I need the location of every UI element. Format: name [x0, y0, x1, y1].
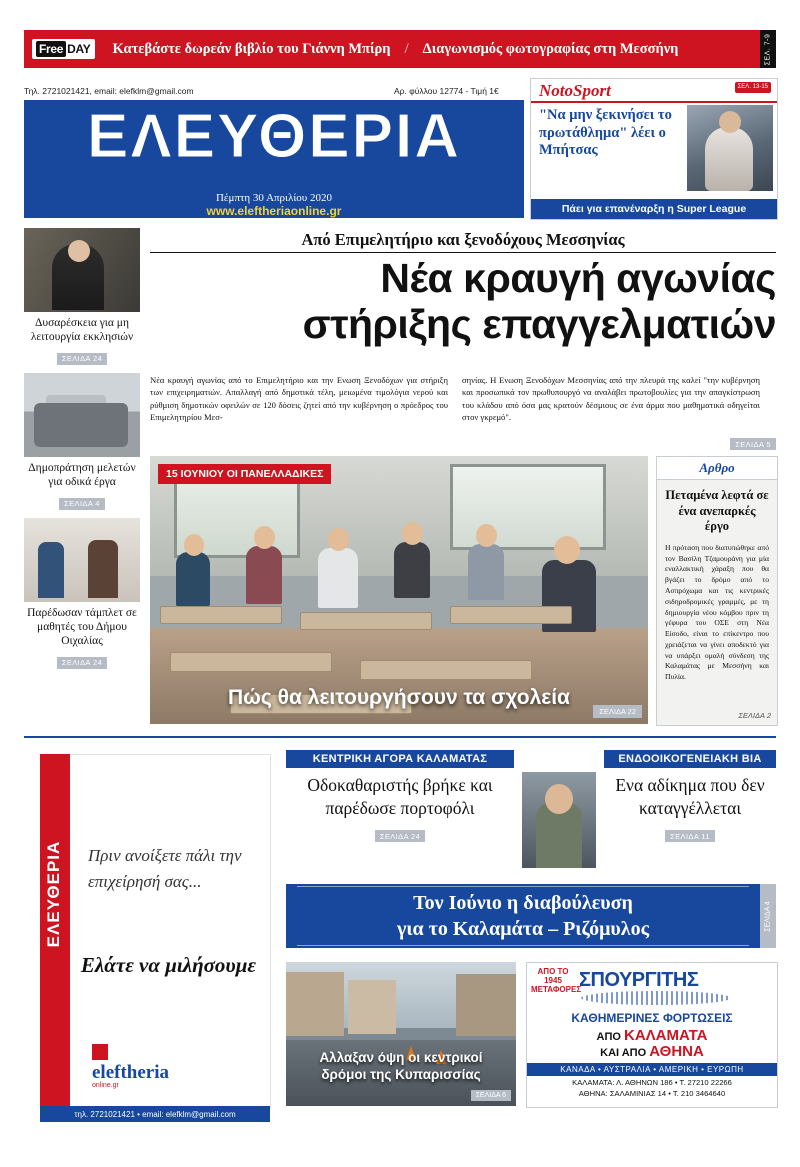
- eleftheria-logo-name: eleftheria: [92, 1062, 170, 1083]
- photo-student-head: [184, 534, 204, 556]
- notosport-quote: "Να μην ξεκινήσει το πρωτάθλημα" λέει ο Μπήτσας: [539, 107, 672, 159]
- photo-building: [348, 980, 396, 1034]
- spourgitis-addresses: [527, 1077, 777, 1099]
- eleftheria-ad-line1: Πριν ανοίξετε πάλι την επιχείρησή σας...: [88, 846, 242, 891]
- teaser-photo: [24, 228, 140, 312]
- photo-student-head: [476, 524, 497, 547]
- notosport-footer: Πάει για επανέναρξη η Super League: [531, 199, 777, 219]
- eleftheria-ad[interactable]: [70, 754, 271, 1108]
- photo-student: [394, 542, 430, 598]
- spourgitis-ad[interactable]: [526, 962, 778, 1108]
- story-page-badge: ΣΕΛΙΔΑ 11: [665, 830, 715, 842]
- teaser-page-wrap: [24, 493, 140, 511]
- eleftheria-logo-sub: online.gr: [92, 1082, 119, 1089]
- spourgitis-address-2: ΑΘΗΝΑ: ΣΑΛΑΜΙΝΙΑΣ 14 • Τ. 210 3464640: [578, 1089, 726, 1098]
- notosport-logo: NotoSport: [539, 81, 611, 100]
- teaser-item[interactable]: [24, 228, 140, 366]
- teaser-page-wrap: [24, 652, 140, 670]
- blue-strip-line2: για το Καλαμάτα – Ριζόμυλος: [396, 918, 650, 940]
- opinion-title: Πεταμένα λεφτά σε ένα ανεπαρκές έργο: [665, 488, 769, 534]
- eleftheria-ad-line2: Ελάτε να μιλήσουμε: [80, 953, 256, 977]
- photo-page-badge: ΣΕΛΙΔΑ 22: [593, 705, 642, 718]
- main-headline-line1: Νέα κραυγή αγωνίας: [380, 255, 776, 301]
- eleftheria-ad-logo: [92, 1044, 176, 1089]
- eleftheria-ad-sidebar: [40, 754, 70, 1106]
- photo-window-right: [450, 464, 606, 550]
- photo-building: [456, 974, 516, 1036]
- globe-icon: [581, 991, 731, 1005]
- opinion-label: Αρθρο: [657, 457, 777, 480]
- main-headline[interactable]: [150, 256, 776, 348]
- top-promo-separator: /: [404, 40, 409, 57]
- spourgitis-and-label: ΚΑΙ ΑΠΟ: [600, 1047, 647, 1059]
- story-page-badge: ΣΕΛΙΔΑ 24: [375, 830, 425, 842]
- top-promo-strip: [24, 30, 776, 68]
- photo-student-head: [254, 526, 275, 549]
- top-promo-page-badge: [760, 30, 776, 68]
- spourgitis-from-label: ΑΠΟ: [596, 1031, 621, 1043]
- photo-student-head: [402, 522, 423, 545]
- photo-desk: [300, 612, 432, 630]
- photo-desk: [160, 606, 282, 624]
- freeday-logo: [32, 39, 95, 59]
- top-promo-page-label: ΣΕΛ. 7-9: [764, 33, 772, 65]
- photo-student: [468, 544, 504, 600]
- teaser-page-badge: ΣΕΛΙΔΑ 24: [57, 657, 107, 669]
- spourgitis-headline: ΚΑΘΗΜΕΡΙΝΕΣ ΦΟΡΤΩΣΕΙΣ: [571, 1011, 733, 1025]
- photo-building: [286, 972, 344, 1036]
- teaser-page-wrap: [24, 348, 140, 366]
- opinion-page-badge: ΣΕΛΙΔΑ 2: [738, 711, 771, 720]
- story-photo-portrait: [522, 772, 596, 868]
- photo-student: [246, 546, 282, 604]
- kicker-divider: [150, 252, 776, 253]
- photo-student: [176, 552, 210, 606]
- spourgitis-from: [527, 1027, 777, 1044]
- opinion-body: Η πρόταση που διατυπώθηκε από τον Βασίλη Τζαμουράνη για μία εναλλακτική χάραξη που θα βγάζει το δρόμο από το Ασπρόχωμα και τις κεντρικές σιδηροδρομικές γραμμές, με τη δημιουργία νέου κόμβου πριν τη γέφυρα του ΟΣΕ στη Νέα Είσοδο, είναι το επίκεντρο που χρειάζεται να γίνει αποδεκτό για να υπάρξει ομαλή σύνδεση της Καλαμάτας με Μεσσήνη και Πυλία.: [665, 542, 769, 682]
- blue-strip-inner: [297, 886, 749, 946]
- top-promo-item-1[interactable]: Κατεβάστε δωρεάν βιβλίο του Γιάννη Μπίρη: [112, 40, 391, 57]
- notosport-photo: [687, 105, 773, 191]
- newspaper-title: [24, 102, 524, 171]
- bottom-photo-page-badge: ΣΕΛΙΔΑ 6: [471, 1090, 511, 1101]
- teaser-item[interactable]: [24, 373, 140, 511]
- story-page-wrap: [604, 826, 776, 844]
- section-divider: [24, 736, 776, 738]
- issue-info: Αρ. φύλλου 12774 - Τιμή 1€: [394, 86, 499, 96]
- newspaper-title-text: ΕΛΕΥΘΕΡΙΑ: [87, 102, 461, 171]
- publication-date: Πέμπτη 30 Απριλίου 2020: [215, 192, 332, 204]
- story-text: Ενα αδίκημα που δεν καταγγέλλεται: [615, 775, 765, 818]
- freeday-logo-part1: Free: [36, 41, 66, 57]
- teaser-caption: Δυσαρέσκεια για μη λειτουργία εκκλησιών: [30, 317, 134, 344]
- website-url[interactable]: www.eleftheriaonline.gr: [206, 204, 342, 218]
- bottom-photo-street[interactable]: [286, 962, 516, 1106]
- bottom-photo-caption: [286, 1050, 516, 1084]
- main-story-page-badge: ΣΕΛΙΔΑ 5: [730, 438, 776, 450]
- teaser-caption: Δημοπράτηση μελετών για οδικά έργα: [28, 462, 136, 489]
- photo-kicker-tag: 15 ΙΟΥΝΙΟΥ ΟΙ ΠΑΝΕΛΛΑΔΙΚΕΣ: [158, 464, 331, 484]
- top-promo-item-2[interactable]: Διαγωνισμός φωτογραφίας στη Μεσσήνη: [422, 40, 679, 57]
- main-photo-classroom[interactable]: [150, 456, 648, 724]
- story-text: Οδοκαθαριστής βρήκε και παρέδωσε πορτοφόλι: [307, 775, 493, 818]
- blue-strip-page-badge: [760, 884, 776, 948]
- masthead-info-line: [24, 86, 524, 96]
- blue-highlight-strip[interactable]: [286, 884, 760, 948]
- lead-column-1: Νέα κραυγή αγωνίας από το Επιμελητήριο και την Ενωση Ξενοδόχων για στήριξη των επιχειρηματιών. Απαλλαγή από δημοτικά τέλη, μειωμένα τιμολόγια νερού και ρύθμιση δημοτικών οφειλών σε 120 δόσεις ζητεί από την κυβέρνηση ο πρόεδρος του Επιμελητηρίου Μεσ-: [150, 375, 448, 423]
- notosport-page-badge: ΣΕΛ. 13-15: [735, 82, 771, 93]
- spourgitis-since: ΑΠΟ ΤΟ 1945 ΜΕΤΑΦΟΡΕΣ: [531, 967, 582, 995]
- bottom-photo-caption-line2: δρόμοι της Κυπαρισσίας: [321, 1067, 481, 1083]
- eleftheria-ad-footer: τηλ. 2721021421 • email: elefklm@gmail.com: [40, 1106, 270, 1122]
- teaser-page-badge: ΣΕΛΙΔΑ 24: [57, 353, 107, 365]
- spourgitis-from-city: ΚΑΛΑΜΑΤΑ: [624, 1027, 708, 1044]
- blue-strip-line1: Τον Ιούνιο η διαβούλευση: [413, 892, 633, 914]
- spourgitis-address-1: ΚΑΛΑΜΑΤΑ: Λ. ΑΘΗΝΩΝ 186 • Τ. 27210 22266: [572, 1078, 732, 1087]
- teaser-caption: Παρέδωσαν τάμπλετ σε μαθητές του Δήμου Οιχαλίας: [27, 607, 137, 648]
- freeday-logo-part2: DAY: [67, 42, 91, 56]
- photo-student-head: [554, 536, 580, 564]
- masthead: [24, 100, 524, 218]
- teaser-photo: [24, 518, 140, 602]
- notosport-header: [531, 79, 777, 103]
- blue-strip-page-label: ΣΕΛΙΔΑ 4: [764, 900, 772, 932]
- teaser-page-badge: ΣΕΛΙΔΑ 4: [59, 498, 105, 510]
- eleftheria-ad-brand: ΕΛΕΥΘΕΡΙΑ: [44, 840, 63, 948]
- contact-info: Τηλ. 2721021421, email: elefklm@gmail.com: [24, 86, 194, 96]
- main-story-kicker: Από Επιμελητήριο και ξενοδόχους Μεσσηνίας: [301, 230, 625, 249]
- story-domestic-violence[interactable]: [604, 750, 776, 844]
- opinion-column-box[interactable]: [656, 456, 778, 726]
- bottom-photo-caption-line1: Αλλαξαν όψη οι κεντρικοί: [319, 1050, 483, 1066]
- teaser-item[interactable]: [24, 518, 140, 670]
- photo-desk: [170, 652, 332, 672]
- main-story-lead: [150, 374, 776, 449]
- story-header: ΚΕΝΤΡΙΚΗ ΑΓΟΡΑ ΚΑΛΑΜΑΤΑΣ: [286, 750, 514, 768]
- story-central-market[interactable]: [286, 750, 514, 844]
- story-page-wrap: [286, 826, 514, 844]
- spourgitis-and: [527, 1043, 777, 1060]
- photo-desk: [360, 660, 532, 680]
- photo-student: [318, 548, 358, 608]
- lead-column-2: σηνίας. Η Ενωση Ξενοδόχων Μεσσηνίας από την πλευρά της καλεί "την κυβέρνηση και προσωπικά τον πρωθυπουργό να αναλάβει πρωτοβουλίες για την απαγκίστρωση του κλάδου από όσα μας κρατούν δέσμιους σε ένα άρμα που μαθηματικά οδηγείται στον γκρεμό".: [462, 375, 760, 423]
- left-teaser-column: [24, 228, 140, 677]
- logo-cube-icon: [92, 1044, 108, 1060]
- photo-caption: Πώς θα λειτουργήσουν τα σχολεία: [228, 686, 570, 709]
- main-headline-line2: στήριξης επαγγελματιών: [302, 300, 776, 347]
- spourgitis-brand: ΣΠΟΥΡΓΙΤΗΣ: [579, 969, 699, 991]
- notosport-box[interactable]: [530, 78, 778, 220]
- photo-student-head: [328, 528, 349, 551]
- photo-desk: [450, 606, 572, 624]
- story-header: ΕΝΔΟΟΙΚΟΓΕΝΕΙΑΚΗ ΒΙΑ: [604, 750, 776, 768]
- spourgitis-destinations: ΚΑΝΑΔΑ • ΑΥΣΤΡΑΛΙΑ • ΑΜΕΡΙΚΗ • ΕΥΡΩΠΗ: [527, 1063, 777, 1076]
- teaser-photo: [24, 373, 140, 457]
- spourgitis-and-city: ΑΘΗΝΑ: [649, 1043, 704, 1060]
